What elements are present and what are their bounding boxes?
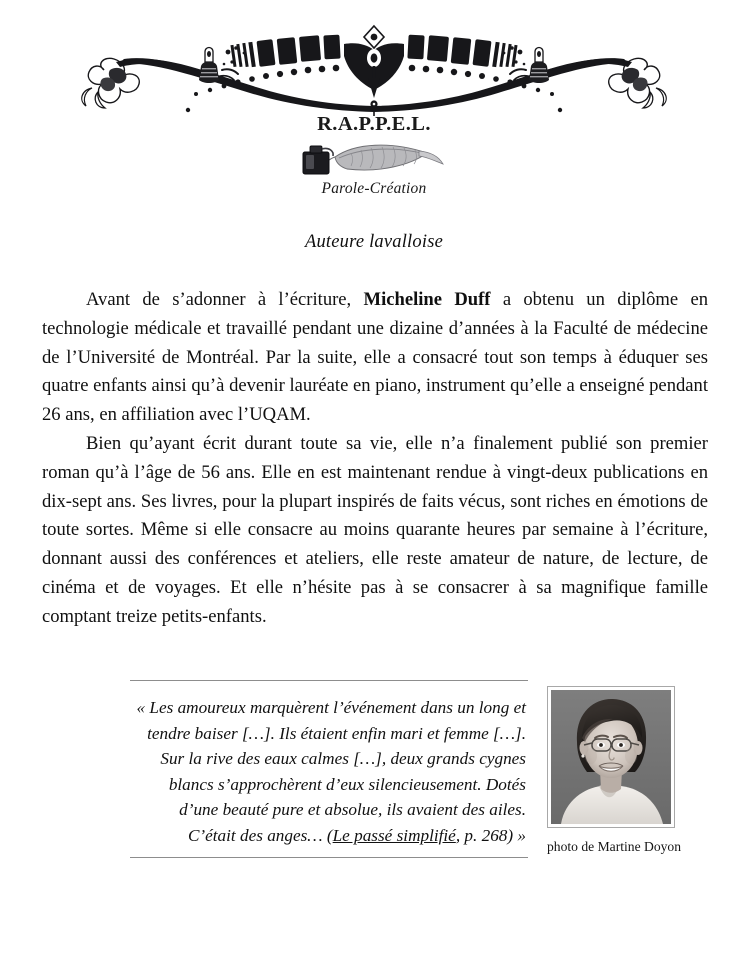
paragraph-1-pre: Avant de s’adonner à l’écriture,	[86, 289, 364, 310]
pull-quote-block	[130, 680, 528, 858]
page-subtitle: Auteure lavalloise	[304, 232, 444, 252]
author-portrait	[547, 686, 675, 828]
rappel-logo-block	[0, 114, 748, 198]
inkwell-and-quill-icon	[299, 137, 449, 179]
paragraph-1-post: a obtenu un diplôme en technologie médicale et travaillé pendant une dizaine d’années à la Faculté de médecine de l’Université de Montréal. Par la suite, elle a consacré tout son temps à éduquer ses quatre enfants ainsi qu’à devenir lauréate en piano, instrument qu’elle a enseigné pendant 26 ans, en affiliation avec l’UQAM.	[42, 289, 709, 426]
logo-title: R.A.P.P.E.L.	[317, 113, 431, 135]
article-body	[42, 286, 708, 632]
masthead-ornament	[0, 18, 748, 118]
quote-source-page: , p. 268) »	[455, 825, 526, 845]
quote-text	[130, 681, 528, 857]
paragraph-1	[42, 286, 708, 430]
quote-source-title: Le passé simplifié	[332, 825, 456, 845]
author-photo-block	[547, 686, 689, 855]
paragraph-2: Bien qu’ayant écrit durant toute sa vie, elle n’a finalement publié son premier roman qu’à l’âge de 56 ans. Elle en est maintenant rendue à vingt-deux publications en dix-sept ans. Ses livres, pour la plupart inspirés de faits vécus, sont riches en émotions de toute sortes. Même si elle consacre au moins quarante heures par semaine à l’écriture, donnant aussi des conférences et ateliers, elle reste amateur de nature, de lecture, de cinéma et de voyages. Et elle n’hésite pas à se consacrer à sa magnifique famille comptant treize petits-enfants.	[42, 432, 708, 627]
logo-tagline: Parole-Création	[321, 179, 427, 197]
photo-caption: photo de Martine Doyon	[547, 839, 682, 854]
quote-rule-bottom	[130, 857, 528, 858]
quote-text-main: « Les amoureux marquèrent l’événement dans un long et tendre baiser […]. Ils étaient enfin mari et femme […]. Sur la rive des eaux calmes […], deux grands cygnes blancs s’approchèrent d’eux silencieusement. Dotés d’une beauté pure et absolue, ils avaient des ailes. C’était des anges… (	[136, 698, 526, 845]
author-name: Micheline Duff	[363, 289, 491, 310]
decorative-flourish-banner-icon	[0, 18, 748, 118]
